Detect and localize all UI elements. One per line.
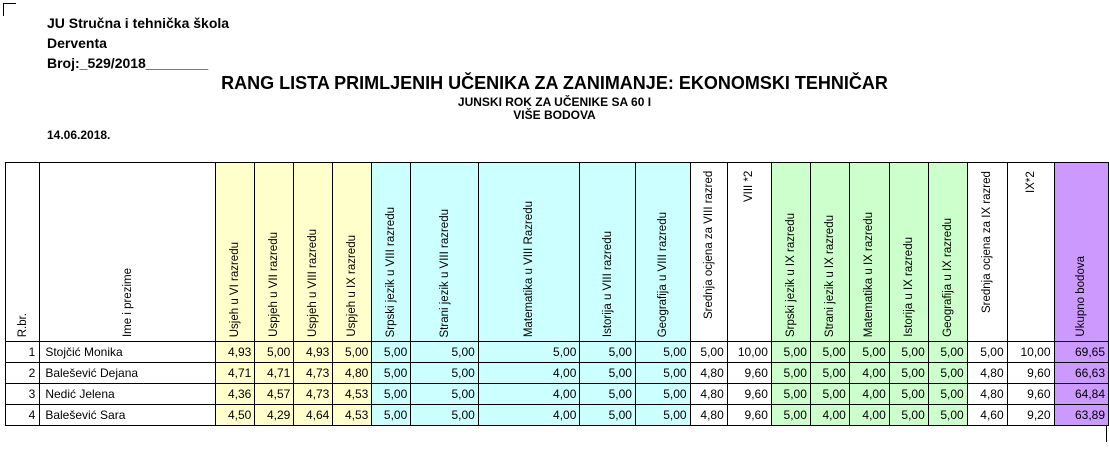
score-cell: 9,60	[727, 384, 771, 405]
corner-mark	[3, 3, 16, 16]
column-header-uspjeh-u-ix-razredu	[333, 163, 372, 342]
column-header-srpski-jezik-u-ix-razredu	[771, 163, 810, 342]
column-header-label: Srpski jezik u IX razredu	[784, 213, 797, 337]
column-header-label: Geografija u VIII razredu	[656, 211, 669, 337]
score-cell: 4,53	[333, 405, 372, 426]
column-header-label: Istorija u IX razredu	[902, 237, 915, 337]
score-cell: 9,60	[1007, 384, 1054, 405]
column-header-usjeh-u-vi-razredu	[216, 163, 255, 342]
rank-cell: 2	[6, 363, 40, 384]
score-cell: 63,89	[1054, 405, 1108, 426]
score-cell: 69,65	[1054, 342, 1108, 363]
column-header-label: Uspjeh u VIII razredu	[307, 228, 320, 337]
score-cell: 4,00	[478, 405, 580, 426]
score-cell: 5,00	[771, 384, 810, 405]
score-cell: 5,00	[690, 342, 727, 363]
column-header-label: Uspjeh u VII razredu	[268, 232, 281, 337]
score-cell: 9,60	[727, 363, 771, 384]
score-cell: 4,93	[294, 342, 333, 363]
score-cell: 4,80	[333, 363, 372, 384]
score-cell: 5,00	[771, 363, 810, 384]
subtitle-line-2: VIŠE BODOVA	[513, 108, 596, 122]
column-header-label: IX*2	[1024, 171, 1037, 193]
student-name-cell: Balešević Sara	[40, 405, 216, 426]
ranking-table	[5, 162, 1109, 426]
column-header-geografija-u-viii-razredu	[635, 163, 690, 342]
score-cell: 4,57	[255, 384, 294, 405]
score-cell: 9,60	[727, 405, 771, 426]
column-header-ix-2	[1007, 163, 1054, 342]
score-cell: 4,53	[333, 384, 372, 405]
subtitle-line-1: JUNSKI ROK ZA UČENIKE SA 60 I	[457, 95, 652, 109]
score-cell: 5,00	[889, 384, 928, 405]
column-header-strani-jezik-u-viii-razredu	[411, 163, 479, 342]
student-name-cell: Nedić Jelena	[40, 384, 216, 405]
score-cell: 5,00	[372, 342, 411, 363]
score-cell: 5,00	[333, 342, 372, 363]
column-header-label: Srednja ocjena za IX razred	[981, 171, 994, 313]
column-header-label: Geografija u IX razredu	[941, 218, 954, 337]
score-cell: 9,60	[1007, 363, 1054, 384]
score-cell: 5,00	[635, 405, 690, 426]
score-cell: 5,00	[810, 363, 849, 384]
student-name-cell: Stojčić Monika	[40, 342, 216, 363]
score-cell: 4,00	[849, 384, 889, 405]
score-cell: 5,00	[889, 405, 928, 426]
score-cell: 66,63	[1054, 363, 1108, 384]
rank-cell: 1	[6, 342, 40, 363]
score-cell: 4,71	[216, 363, 255, 384]
score-cell: 5,00	[372, 384, 411, 405]
score-cell: 5,00	[411, 342, 479, 363]
score-cell: 5,00	[928, 405, 967, 426]
column-header-label: Srpski jezik u VIII razredu	[385, 206, 398, 337]
score-cell: 4,71	[255, 363, 294, 384]
score-cell: 4,80	[690, 384, 727, 405]
table-row	[6, 342, 1109, 363]
column-header-uspjeh-u-viii-razredu	[294, 163, 333, 342]
score-cell: 5,00	[810, 342, 849, 363]
score-cell: 5,00	[372, 405, 411, 426]
score-cell: 5,00	[411, 384, 479, 405]
score-cell: 4,73	[294, 384, 333, 405]
score-cell: 5,00	[889, 342, 928, 363]
score-cell: 4,36	[216, 384, 255, 405]
score-cell: 5,00	[372, 363, 411, 384]
score-cell: 4,29	[255, 405, 294, 426]
column-header-istorija-u-viii-razredu	[580, 163, 636, 342]
score-cell: 4,60	[967, 405, 1007, 426]
score-cell: 5,00	[255, 342, 294, 363]
column-header-label: R.br.	[16, 312, 29, 337]
school-city: Derventa	[47, 35, 107, 51]
score-cell: 5,00	[411, 405, 479, 426]
score-cell: 5,00	[580, 363, 636, 384]
score-cell: 10,00	[1007, 342, 1054, 363]
column-header-label: Strani jezik u VIII razredu	[438, 208, 451, 337]
score-cell: 5,00	[928, 342, 967, 363]
page-title: RANG LISTA PRIMLJENIH UČENIKA ZA ZANIMANJE: EKONOMSKI TEHNIČAR	[221, 73, 888, 93]
column-header-label: Uspjeh u IX razredu	[346, 235, 359, 337]
column-header-label: Srednja ocjena za VIII razred	[702, 171, 715, 320]
score-cell: 4,80	[967, 363, 1007, 384]
score-cell: 4,80	[690, 405, 727, 426]
score-cell: 10,00	[727, 342, 771, 363]
score-cell: 64,84	[1054, 384, 1108, 405]
score-cell: 4,80	[967, 384, 1007, 405]
column-header-srednja-ocjena-za-ix-razred	[967, 163, 1007, 342]
score-cell: 4,00	[849, 405, 889, 426]
score-cell: 5,00	[810, 384, 849, 405]
score-cell: 4,00	[810, 405, 849, 426]
column-header-strani-jezik-u-ix-razredu	[810, 163, 849, 342]
column-header-label: Matematika u VIII Razredu	[523, 200, 536, 337]
column-header-istorija-u-ix-razredu	[889, 163, 928, 342]
score-cell: 5,00	[635, 363, 690, 384]
score-cell: 4,00	[849, 363, 889, 384]
score-cell: 5,00	[771, 405, 810, 426]
column-header-label: Matematika u IX razredu	[863, 211, 876, 337]
table-row	[6, 405, 1109, 426]
score-cell: 5,00	[928, 363, 967, 384]
column-header-ukupno-bodova	[1054, 163, 1108, 342]
score-cell: 4,00	[478, 384, 580, 405]
score-cell: 5,00	[411, 363, 479, 384]
score-cell: 4,93	[216, 342, 255, 363]
column-header-srednja-ocjena-za-viii-razred	[690, 163, 727, 342]
column-header-srpski-jezik-u-viii-razredu	[372, 163, 411, 342]
column-header-label: Istorija u VIII razredu	[601, 230, 614, 337]
column-header-label: Strani jezik u IX razredu	[823, 214, 836, 337]
score-cell: 5,00	[967, 342, 1007, 363]
column-header-uspjeh-u-vii-razredu	[255, 163, 294, 342]
document-number: Broj:_529/2018________	[47, 55, 209, 71]
score-cell: 4,80	[690, 363, 727, 384]
column-header-label: VIII *2	[743, 171, 756, 203]
score-cell: 4,73	[294, 363, 333, 384]
rank-cell: 3	[6, 384, 40, 405]
column-header-viii-2	[727, 163, 771, 342]
score-cell: 5,00	[771, 342, 810, 363]
score-cell: 4,64	[294, 405, 333, 426]
score-cell: 5,00	[635, 342, 690, 363]
score-cell: 5,00	[580, 342, 636, 363]
score-cell: 5,00	[478, 342, 580, 363]
score-cell: 5,00	[928, 384, 967, 405]
score-cell: 4,00	[478, 363, 580, 384]
document-date: 14.06.2018.	[47, 128, 111, 142]
score-cell: 5,00	[889, 363, 928, 384]
school-name: JU Stručna i tehnička škola	[47, 15, 230, 31]
column-header-ime-i-prezime	[40, 163, 216, 342]
rank-cell: 4	[6, 405, 40, 426]
score-cell: 5,00	[580, 384, 636, 405]
column-header-label: Usjeh u VI razredu	[229, 241, 242, 337]
column-header-matematika-u-ix-razredu	[849, 163, 889, 342]
score-cell: 4,50	[216, 405, 255, 426]
score-cell: 9,20	[1007, 405, 1054, 426]
column-header-label: Ime i prezime	[121, 267, 134, 337]
column-header-label: Ukupno bodova	[1075, 256, 1088, 337]
score-cell: 5,00	[580, 405, 636, 426]
student-name-cell: Balešević Dejana	[40, 363, 216, 384]
score-cell: 5,00	[849, 342, 889, 363]
table-header-row	[6, 163, 1109, 342]
column-header-geografija-u-ix-razredu	[928, 163, 967, 342]
score-cell: 5,00	[635, 384, 690, 405]
table-row	[6, 384, 1109, 405]
table-row	[6, 363, 1109, 384]
column-header-matematika-u-viii-razredu	[478, 163, 580, 342]
column-header-r-br	[6, 163, 40, 342]
